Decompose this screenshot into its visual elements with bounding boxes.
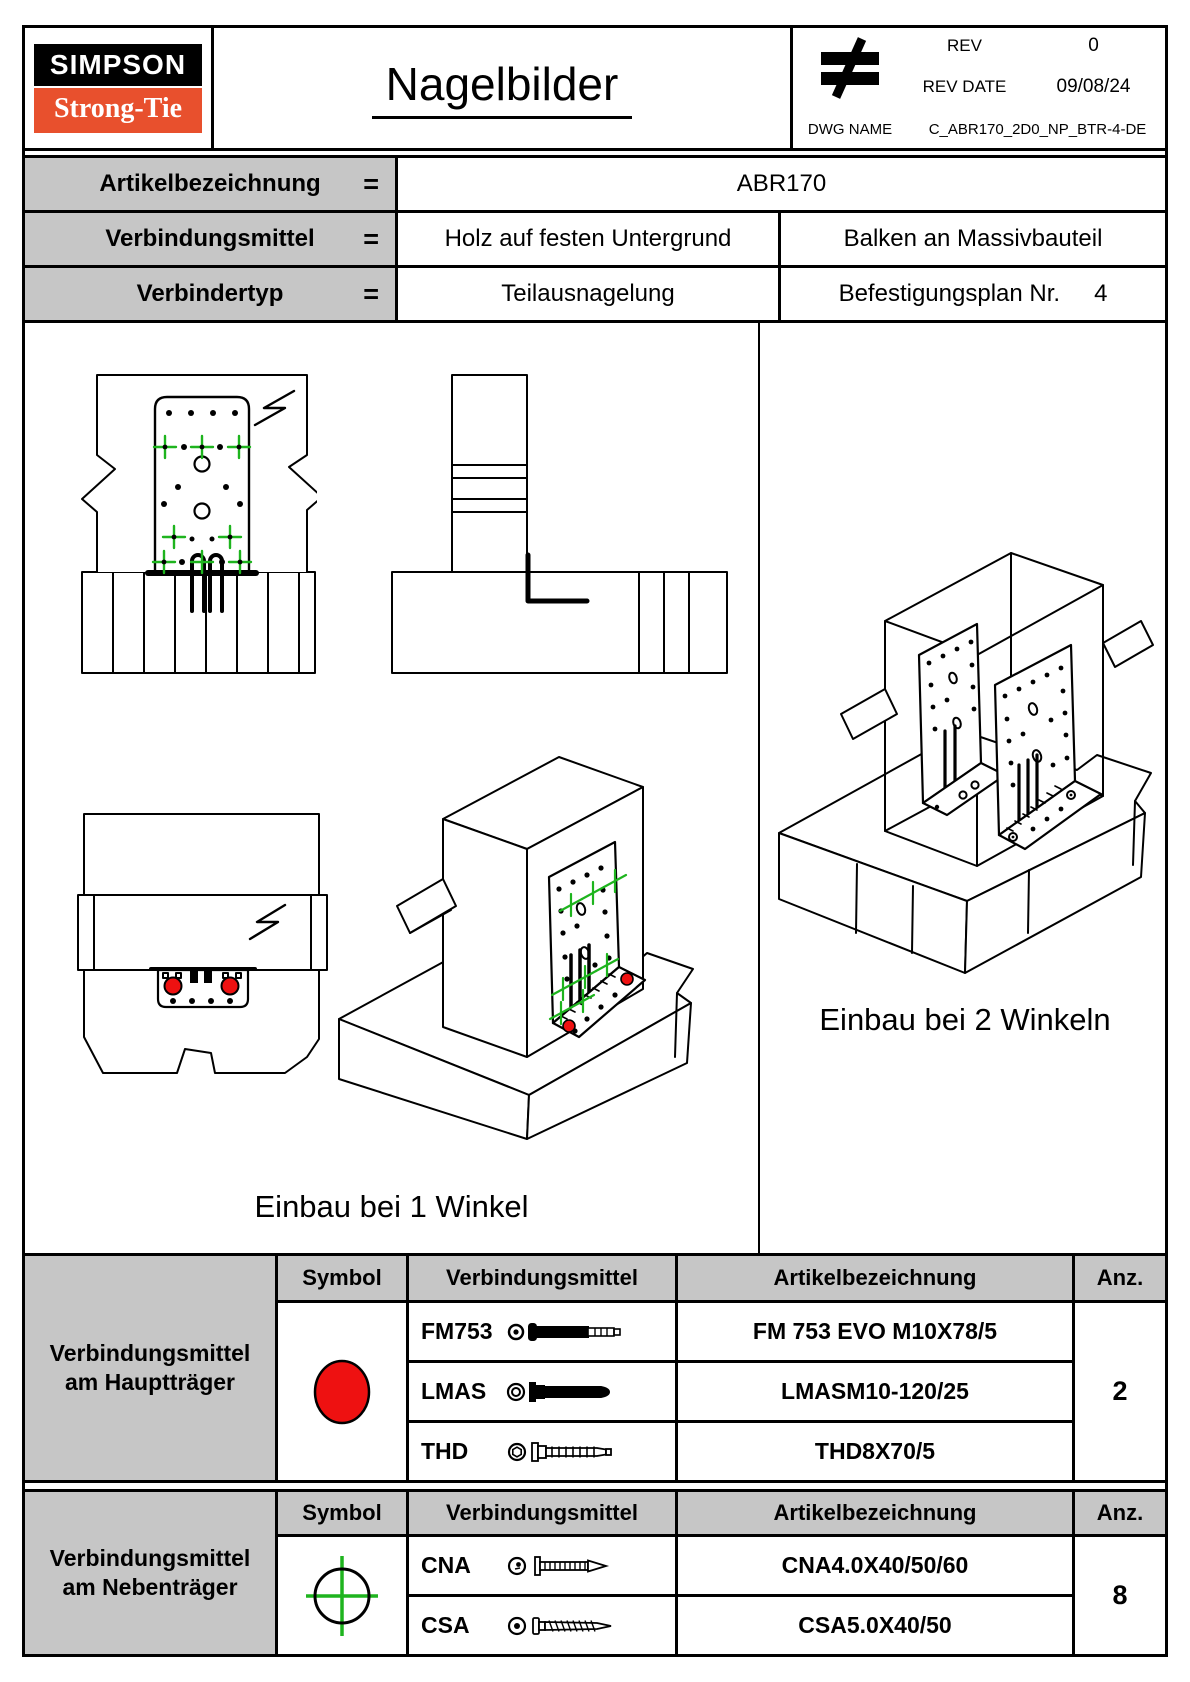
panel-divider <box>758 323 760 1253</box>
info-value-befestigungsplan <box>781 268 1165 320</box>
logo-line1: SIMPSON <box>34 44 202 86</box>
dwg-name-value: C_ABR170_2D0_NP_BTR-4-DE <box>910 110 1165 148</box>
article-csa: CSA5.0X40/50 <box>678 1597 1072 1654</box>
page-title: Nagelbilder <box>372 57 633 119</box>
article-lmas: LMASM10-120/25 <box>678 1363 1072 1420</box>
fastener-row-lmas <box>409 1363 675 1420</box>
fastener-code: CNA <box>421 1552 471 1578</box>
fastener-code: THD <box>421 1438 469 1464</box>
anchor-marker-red <box>222 978 239 995</box>
fastener-row-fm753 <box>409 1303 675 1360</box>
col-header-fastener: Verbindungsmittel <box>409 1492 675 1534</box>
thd-screw-icon <box>505 1437 623 1467</box>
fastener-code: CSA <box>421 1612 470 1638</box>
info-label-verbindungsmittel <box>25 213 395 265</box>
info-label-artikel <box>25 158 395 210</box>
col-header-article: Artikelbezeichnung <box>678 1256 1072 1300</box>
fastener-code: FM753 <box>421 1318 493 1344</box>
fastener-row-csa <box>409 1597 675 1654</box>
simpson-strongtie-logo-icon <box>34 44 202 133</box>
info-label-text: Artikelbezeichnung <box>99 170 321 197</box>
info-value-massivbauteil: Balken an Massivbauteil <box>781 213 1165 265</box>
info-value-nagelung: Teilausnagelung <box>398 268 778 320</box>
fastener-row-cna <box>409 1537 675 1594</box>
group-label-secondary: Verbindungsmittel am Nebenträger <box>25 1492 275 1654</box>
info-label-text: Verbindungsmittel <box>105 225 315 252</box>
cna-nail-icon <box>505 1551 623 1581</box>
col-header-symbol: Symbol <box>278 1492 406 1534</box>
qty-main: 2 <box>1075 1303 1165 1480</box>
secondary-member-symbol-icon <box>278 1537 406 1654</box>
plan-number: 4 <box>1094 280 1108 307</box>
table-separator <box>25 1480 1165 1492</box>
drawing-sheet <box>22 25 1168 1657</box>
col-header-qty: Anz. <box>1075 1492 1165 1534</box>
anchor-marker-red <box>563 1020 575 1032</box>
equals-sign: = <box>363 168 379 199</box>
rev-label: REV <box>910 28 1019 64</box>
article-fm753: FM 753 EVO M10X78/5 <box>678 1303 1072 1360</box>
article-thd: THD8X70/5 <box>678 1423 1072 1480</box>
info-value-artikel: ABR170 <box>398 158 1165 210</box>
info-label-text: Verbindertyp <box>136 280 284 307</box>
csa-screw-icon <box>505 1611 623 1641</box>
main-member-symbol-icon <box>278 1303 406 1480</box>
info-value-untergrund: Holz auf festen Untergrund <box>398 213 778 265</box>
equals-sign: = <box>363 223 379 254</box>
article-cna: CNA4.0X40/50/60 <box>678 1537 1072 1594</box>
plan-label: Befestigungsplan Nr. <box>838 280 1061 307</box>
col-header-fastener: Verbindungsmittel <box>409 1256 675 1300</box>
anchor-marker-red <box>165 978 182 995</box>
sheet-title-cell <box>214 28 790 148</box>
anchor-marker-red <box>621 973 633 985</box>
info-label-verbindertyp <box>25 268 395 320</box>
drawing-area <box>25 323 1165 1253</box>
bottom-view-drawing <box>77 811 330 1093</box>
rev-value: 0 <box>1022 28 1165 64</box>
title-block <box>25 28 1165 151</box>
fastener-table-main-member <box>25 1253 1165 1480</box>
revision-stamp <box>793 28 1165 148</box>
article-info-table <box>25 155 1165 323</box>
iso-view-one-bracket <box>325 727 710 1145</box>
qty-secondary: 8 <box>1075 1537 1165 1654</box>
rev-date-value: 09/08/24 <box>1022 67 1165 107</box>
fastener-row-thd <box>409 1423 675 1480</box>
equals-sign: = <box>363 278 379 309</box>
front-view-drawing <box>80 369 317 675</box>
brand-logo <box>25 28 211 148</box>
caption-two-brackets: Einbau bei 2 Winkeln <box>819 1002 1111 1037</box>
group-label-main: Verbindungsmittel am Hauptträger <box>25 1256 275 1480</box>
col-header-article: Artikelbezeichnung <box>678 1492 1072 1534</box>
side-view-drawing <box>387 369 732 675</box>
caption-one-bracket: Einbau bei 1 Winkel <box>254 1189 529 1224</box>
dwg-name-label: DWG NAME <box>793 110 907 148</box>
col-header-qty: Anz. <box>1075 1256 1165 1300</box>
iso-view-two-brackets <box>767 513 1159 983</box>
logo-line2: Strong-Tie <box>34 88 202 133</box>
fm753-bolt-icon <box>505 1317 623 1347</box>
lmas-anchor-icon <box>505 1377 623 1407</box>
fastener-code: LMAS <box>421 1378 487 1404</box>
fastener-table-secondary-member <box>25 1492 1165 1654</box>
col-header-symbol: Symbol <box>278 1256 406 1300</box>
rev-date-label: REV DATE <box>910 67 1019 107</box>
not-equal-logo-icon <box>793 28 907 107</box>
